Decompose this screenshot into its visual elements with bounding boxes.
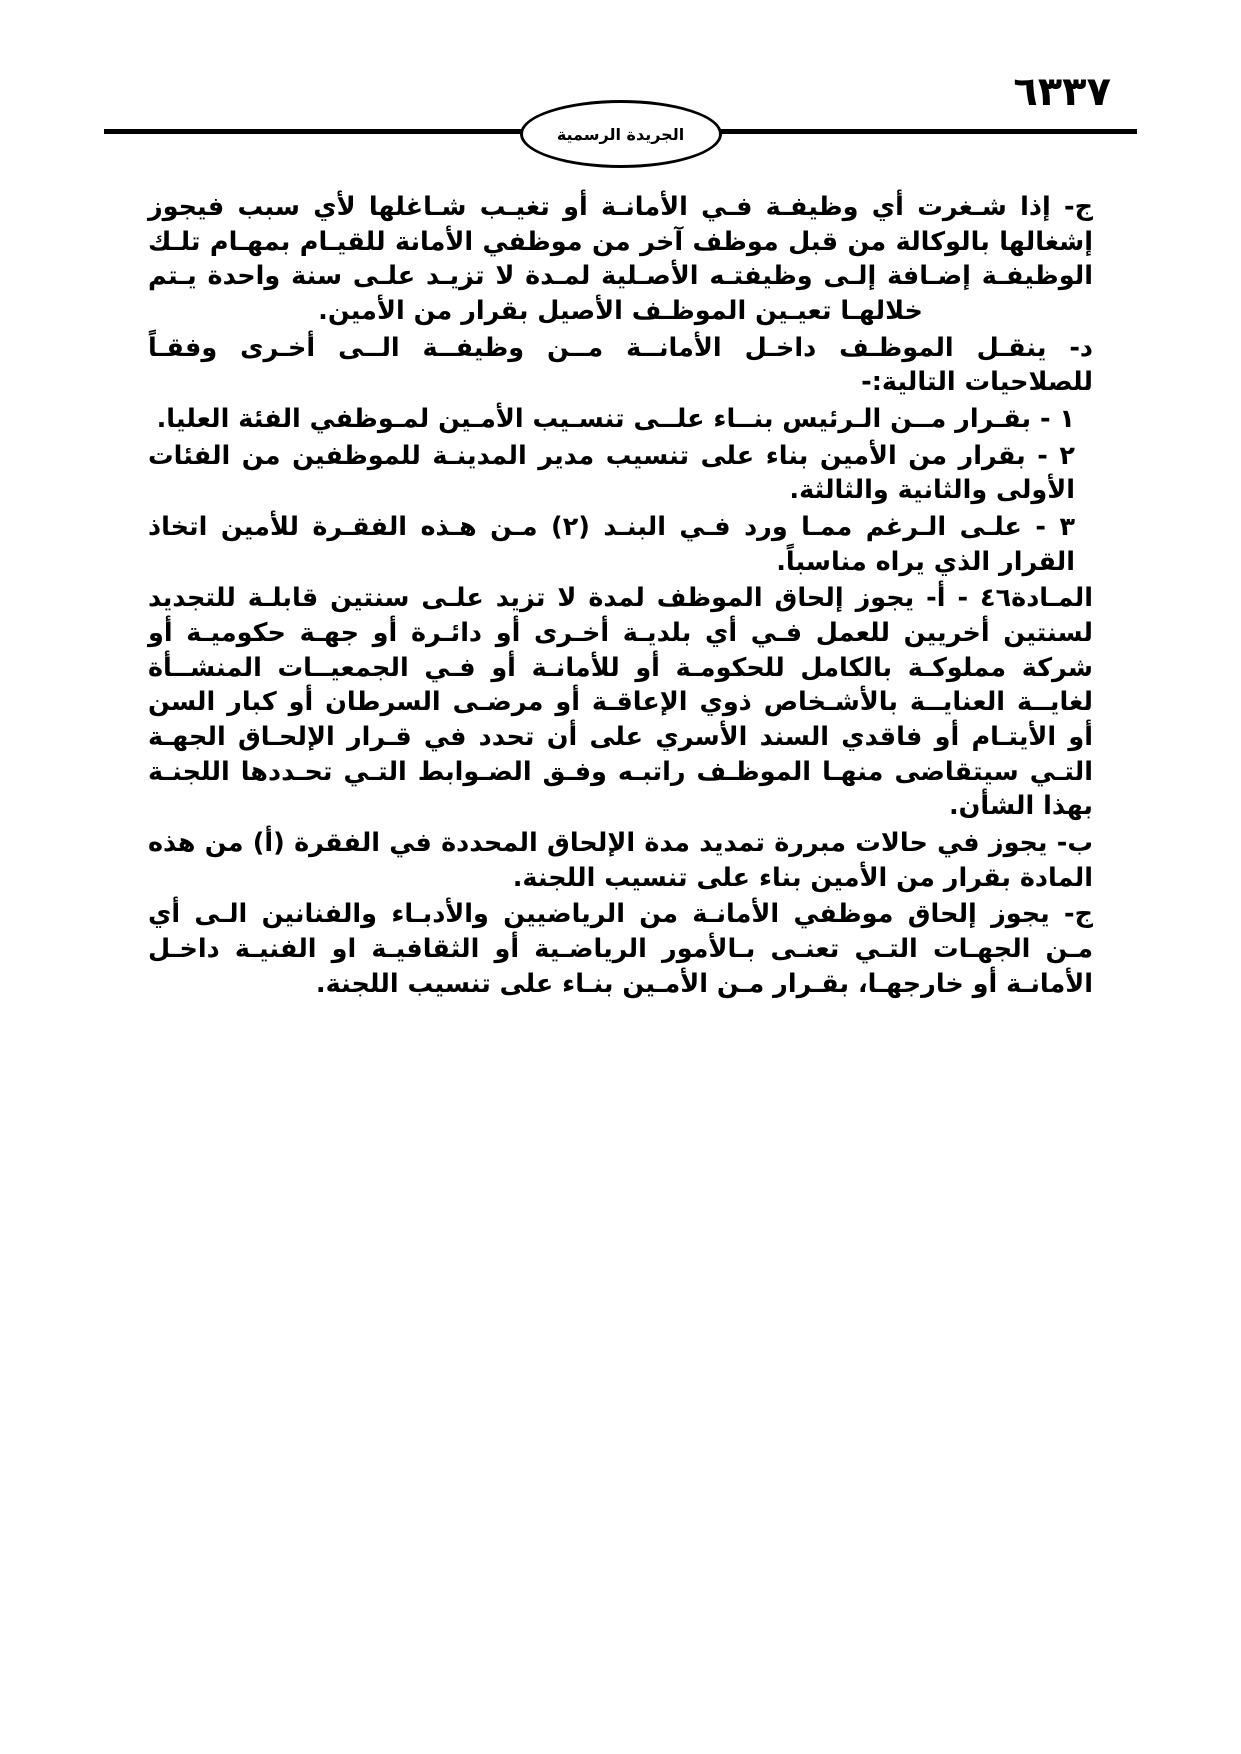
paragraph-article-46-b: ب- يجوز في حالات مبررة تمديد مدة الإلحاق المحددة في الفقرة (أ) من هذه المادة بقرار من الأمين بناء على تنسيب اللجنة. xyxy=(148,828,1093,893)
paragraph-item-1: ١ - بقـرار مــن الـرئيس بنــاء علــى تنسـيب الأمـين لمـوظفي الفئة العليا. xyxy=(156,404,1075,435)
paragraph-clause-c: ج- إذا شـغرت أي وظيفـة فـي الأمانـة أو تغيـب شـاغلها لأي سبب فيجوز إشغالها بالوكالة من قبل موظف آخر من موظفي الأمانة للقيـام بمهـام تلـك الوظيفـة إضـافة إلـى وظيفتـه الأصـلية لمـدة لا تزيـد علـى سنة واحدة يـتم خلالهـا تعيـين الموظـف الأصيل بقرار من الأمين. xyxy=(148,192,1093,327)
paragraph-article-46-c: ج- يجوز إلحاق موظفي الأمانـة من الرياضيين والأدبـاء والفنانين الـى أي مـن الجهـات التـي تعنـى بـالأمور الرياضـية أو الثقافيـة او الفنيـة داخـل الأمانـة أو خارجهـا، بقـرار مـن الأمـين بنـاء على تنسيب اللجنة. xyxy=(148,899,1093,999)
paragraph-clause-d: د- ينقـل الموظـف داخـل الأمانــة مــن وظيفــة الــى أخـرى وفقـاً للصلاحيات التالية:- xyxy=(148,332,1093,398)
page-number: ٦٣٣٧ xyxy=(1013,69,1111,115)
official-gazette-stamp-label: الجريدة الرسمية xyxy=(556,124,685,144)
paragraph-item-3: ٣ - علـى الـرغم ممـا ورد فـي البنـد (٢) مـن هـذه الفقـرة للأمين اتخاذ القرار الذي يراه مناسباً. xyxy=(148,512,1076,577)
paragraph-item-2: ٢ - بقرار من الأمين بناء على تنسيب مدير المدينـة للموظفين من الفئات الأولى والثانية والثالثة. xyxy=(148,440,1075,506)
page-header xyxy=(104,69,1137,148)
document-body xyxy=(148,190,1093,1003)
official-gazette-stamp xyxy=(520,100,722,168)
paragraph-article-46-a: المـادة٤٦ - أ- يجوز إلحاق الموظف لمدة لا تزيد علـى سنتين قابلـة للتجديد لسنتين أخريين للعمل فـي أي بلديـة أخـرى أو دائـرة أو جهـة حكوميـة أو شركة مملوكـة بالكامل للحكومـة أو للأمانـة أو فـي الجمعيــات المنشــأة لغايــة العنايــة بالأشـخاص ذوي الإعاقـة أو مرضـى السرطان أو كبار السن أو الأيتـام أو فاقدي السند الأسري على أن تحدد في قـرار الإلحـاق الجهـة التـي سيتقاضى منهـا الموظـف راتبـه وفـق الضـوابط التـي تحـددها اللجنـة بهذا الشأن. xyxy=(148,583,1093,822)
